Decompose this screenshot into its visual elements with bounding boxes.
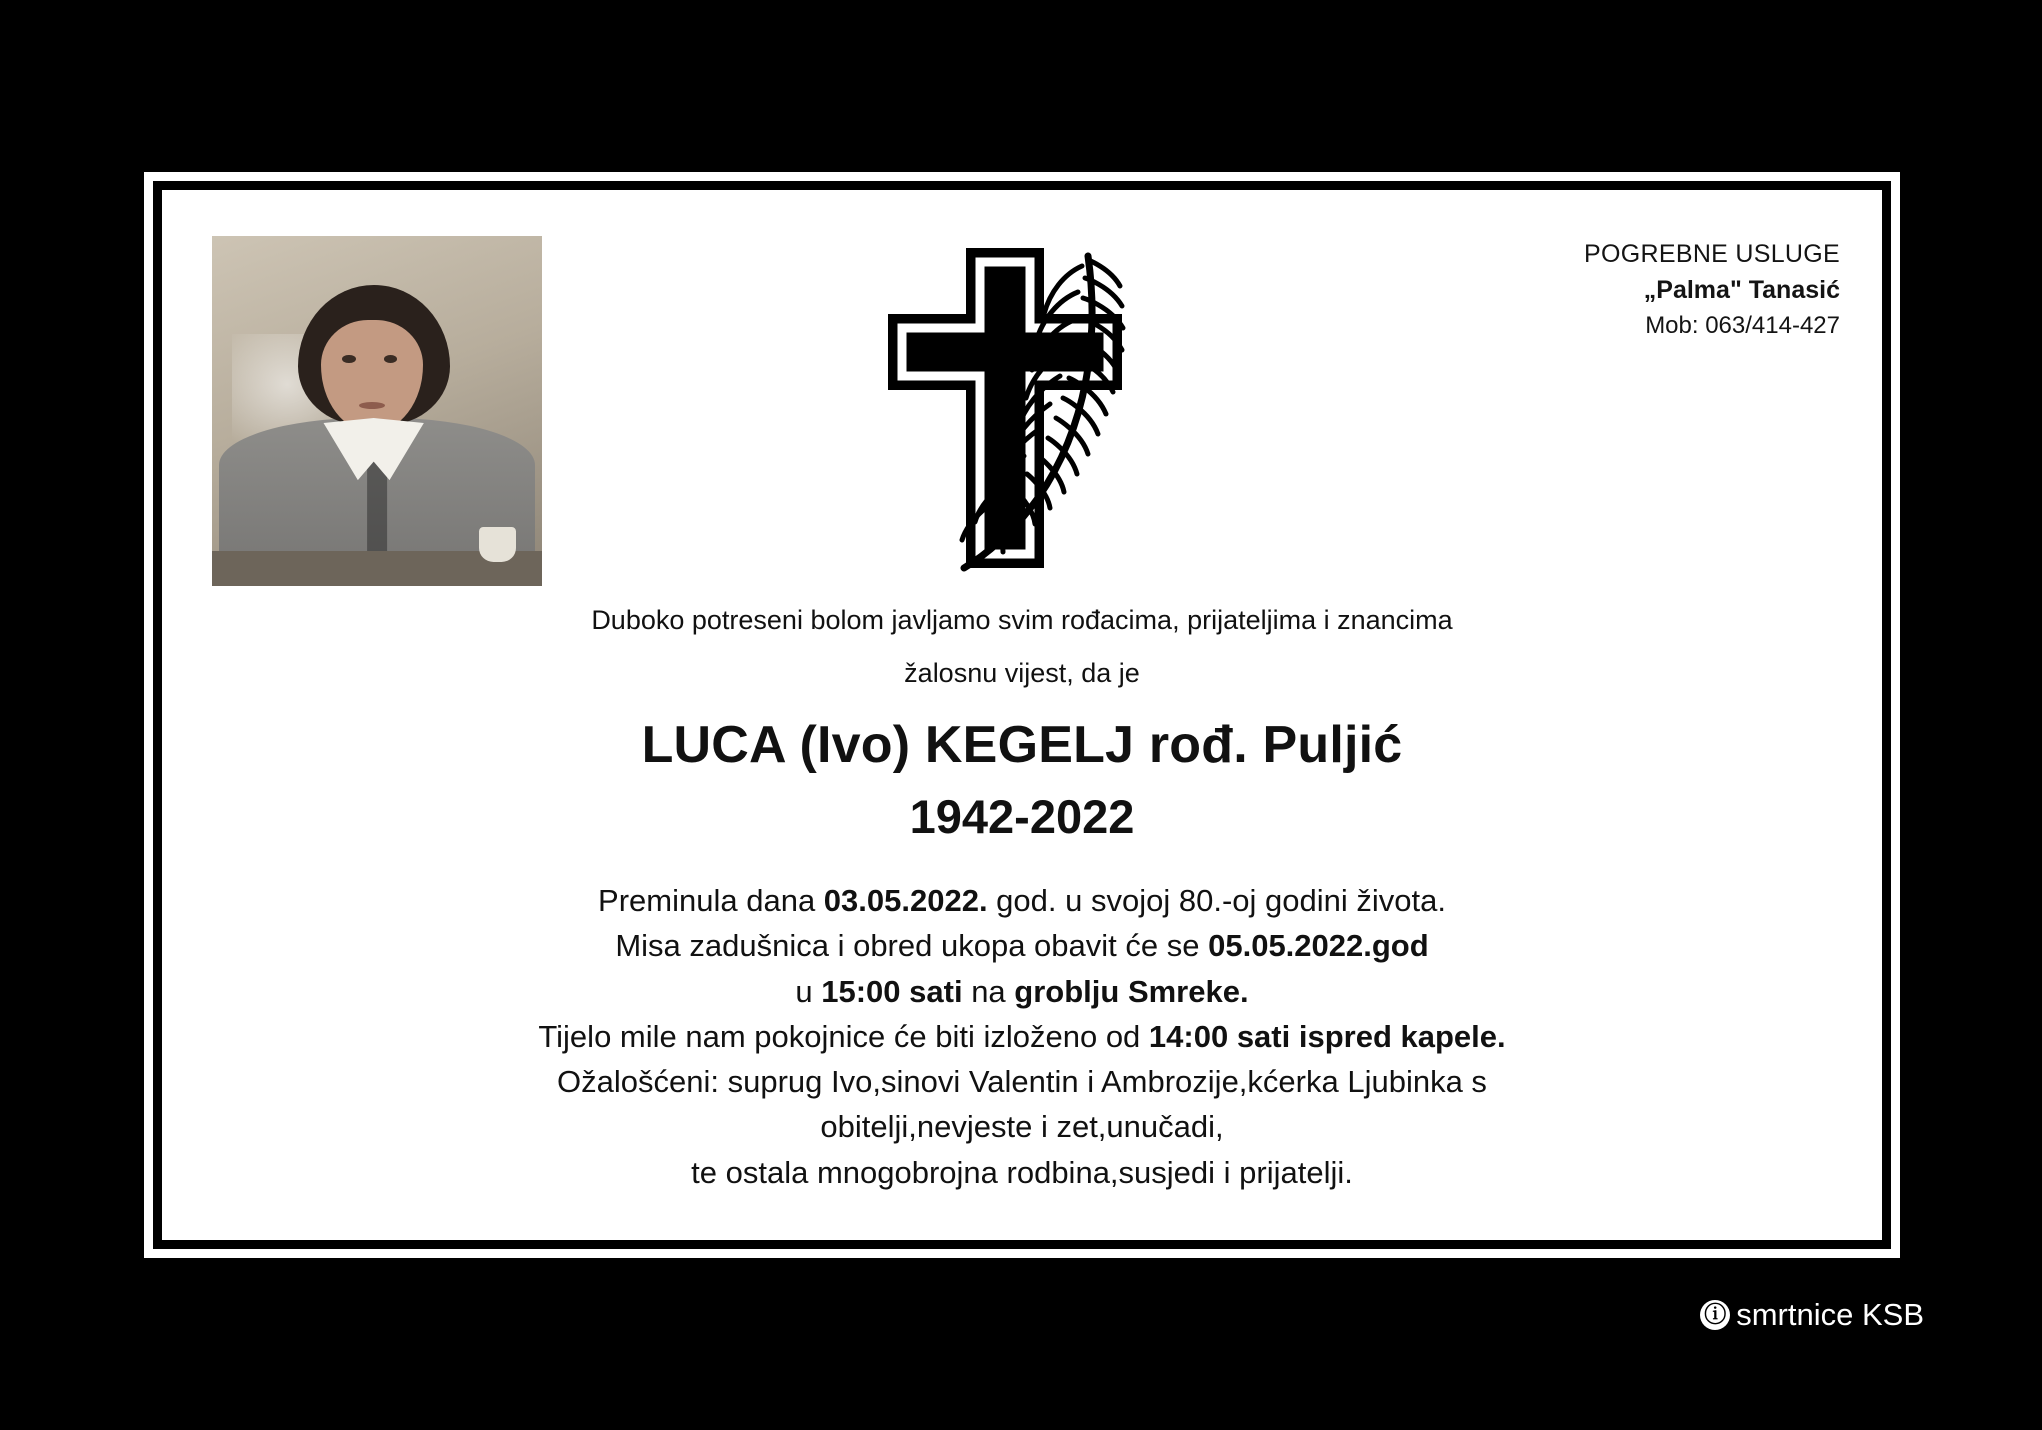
detail-text: u <box>795 973 822 1009</box>
watermark-badge-icon: ⓘ <box>1700 1300 1730 1330</box>
detail-emphasis: groblju Smreke. <box>1014 973 1249 1009</box>
intro-line-2: žalosnu vijest, da je <box>904 658 1140 688</box>
service-company-type: POGREBNE USLUGE <box>1584 240 1840 268</box>
detail-emphasis: 15:00 sati <box>821 973 963 1009</box>
service-company-name: „Palma" Tanasić <box>1643 276 1840 305</box>
obituary-text <box>162 605 1882 1195</box>
detail-line <box>162 1104 1882 1149</box>
detail-emphasis: 03.05.2022. <box>823 883 988 918</box>
detail-line <box>162 878 1882 923</box>
card-content <box>162 190 1882 1240</box>
card-outer-white-border <box>144 172 1900 1258</box>
detail-emphasis: 05.05.2022.god <box>1208 928 1429 964</box>
funeral-details <box>162 878 1882 1195</box>
intro-line-1: Duboko potreseni bolom javljamo svim rođacima, prijateljima i znancima <box>591 605 1453 635</box>
detail-line <box>162 923 1882 968</box>
detail-text: na <box>962 973 1015 1009</box>
detail-line <box>162 1150 1882 1195</box>
deceased-name: LUCA (Ivo) KEGELJ rođ. Puljić <box>641 716 1403 774</box>
detail-text: Ožalošćeni: suprug Ivo,sinovi Valentin i Ambrozije,kćerka Ljubinka s <box>557 1064 1487 1099</box>
portrait-photo <box>212 236 542 586</box>
deceased-years: 1942-2022 <box>909 790 1135 843</box>
detail-text: god. u svojoj 80.-oj godini života. <box>987 883 1446 918</box>
detail-text: Misa zadušnica i obred ukopa obavit će se <box>615 928 1209 964</box>
site-watermark <box>1700 1297 1924 1333</box>
detail-text: Tijelo mile nam pokojnice će biti izloženo od <box>538 1018 1149 1054</box>
service-phone: Mob: 063/414-427 <box>1645 311 1840 339</box>
detail-text: te ostala mnogobrojna rodbina,susjedi i prijatelji. <box>691 1154 1353 1190</box>
card-black-frame <box>153 181 1891 1249</box>
obituary-card <box>122 150 1922 1280</box>
detail-line <box>162 1059 1882 1104</box>
funeral-service-info <box>1584 236 1840 343</box>
detail-text: obitelji,nevjeste i zet,unučadi, <box>820 1109 1224 1145</box>
watermark-label: smrtnice KSB <box>1736 1297 1924 1332</box>
portrait-cup <box>479 527 515 562</box>
cross-with-palm-branch-icon <box>852 230 1192 590</box>
detail-line <box>162 1014 1882 1059</box>
detail-line <box>162 969 1882 1014</box>
detail-text: Preminula dana <box>598 883 824 918</box>
detail-emphasis: 14:00 sati ispred kapele. <box>1148 1018 1506 1054</box>
